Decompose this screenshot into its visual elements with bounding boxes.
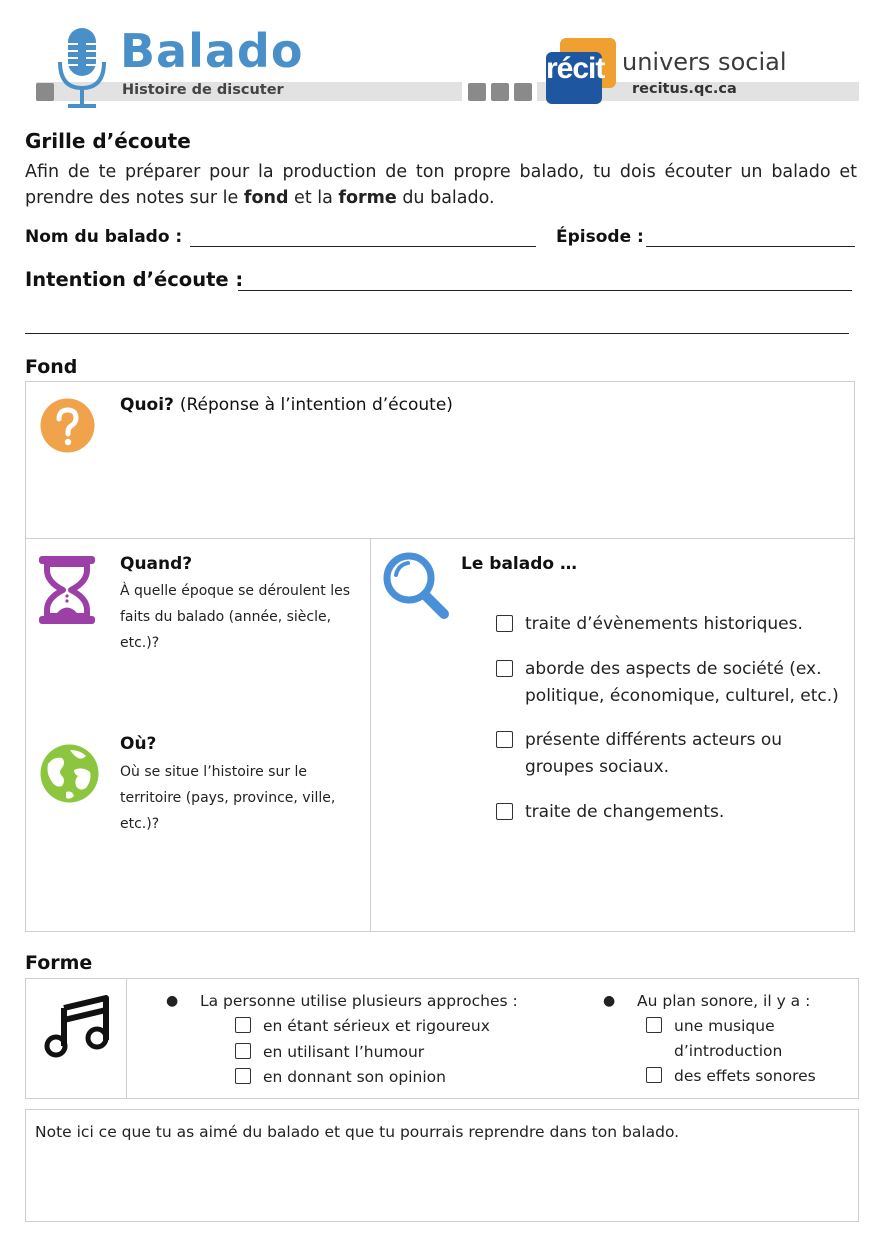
episode-label: Épisode : xyxy=(556,227,644,247)
balado-option-label: traite de changements. xyxy=(525,802,725,822)
quoi-title: Quoi? (Réponse à l’intention d’écoute) xyxy=(120,395,453,415)
header-square xyxy=(468,83,486,101)
logo-word: récit xyxy=(546,52,605,85)
balado-option[interactable] xyxy=(496,611,846,638)
checkbox[interactable] xyxy=(496,803,513,820)
balado-title: Le balado … xyxy=(461,554,577,574)
sonore-bullet xyxy=(603,989,810,1014)
fond-divider-h xyxy=(25,538,855,539)
personne-option[interactable] xyxy=(235,1065,446,1090)
nom-label: Nom du balado : xyxy=(25,227,183,247)
site-url[interactable]: recitus.qc.ca xyxy=(632,81,737,97)
checkbox[interactable] xyxy=(235,1017,251,1033)
intention-field-line-2[interactable] xyxy=(25,333,849,334)
fond-heading: Fond xyxy=(25,356,78,378)
checkbox[interactable] xyxy=(496,615,513,632)
balado-option-label: aborde des aspects de société (ex. politique, économique, culturel, etc.) xyxy=(525,659,839,706)
checkbox[interactable] xyxy=(646,1067,662,1083)
checkbox[interactable] xyxy=(235,1068,251,1084)
header-square xyxy=(514,83,532,101)
quand-title: Quand? xyxy=(120,554,193,574)
sonore-option[interactable] xyxy=(646,1014,814,1064)
org-name: univers social xyxy=(622,48,787,76)
checkbox[interactable] xyxy=(496,731,513,748)
quand-text: À quelle époque se déroulent les faits du balado (année, siècle, etc.)? xyxy=(120,583,350,651)
header-title: Balado xyxy=(120,24,304,78)
bullet-dot: ● xyxy=(603,993,616,1009)
personne-option-label: en donnant son opinion xyxy=(263,1068,446,1086)
ou-text: Où se situe l’histoire sur le territoire (pays, province, ville, etc.)? xyxy=(120,764,336,832)
sonore-label: Au plan sonore, il y a : xyxy=(637,992,811,1010)
forme-divider-v xyxy=(126,978,127,1099)
personne-bullet xyxy=(166,989,518,1014)
balado-option-label: traite d’évènements historiques. xyxy=(525,614,803,634)
magnifier-icon xyxy=(382,551,450,621)
fond-divider-v xyxy=(370,538,371,932)
music-note-icon xyxy=(44,994,110,1058)
nom-field[interactable] xyxy=(190,246,536,247)
bullet-dot: ● xyxy=(166,993,179,1009)
note-prompt: Note ici ce que tu as aimé du balado et que tu pourrais reprendre dans ton balado. xyxy=(35,1123,680,1141)
question-icon xyxy=(40,398,95,453)
globe-icon xyxy=(40,744,99,803)
personne-option[interactable] xyxy=(235,1040,424,1065)
ou-title: Où? xyxy=(120,734,157,754)
personne-option-label: en utilisant l’humour xyxy=(263,1043,425,1061)
sonore-option[interactable] xyxy=(646,1064,816,1089)
sonore-option-label: une musique d’introduction xyxy=(674,1017,783,1060)
balado-option[interactable] xyxy=(496,799,846,826)
header-subtitle: Histoire de discuter xyxy=(122,82,284,98)
quoi-note: (Réponse à l’intention d’écoute) xyxy=(179,395,453,415)
personne-option-label: en étant sérieux et rigoureux xyxy=(263,1017,490,1035)
balado-option[interactable] xyxy=(496,656,848,710)
header-square xyxy=(491,83,509,101)
microphone-icon xyxy=(54,26,110,110)
personne-label: La personne utilise plusieurs approches : xyxy=(200,992,518,1010)
balado-option-label: présente différents acteurs ou groupes sociaux. xyxy=(525,730,783,777)
checkbox[interactable] xyxy=(496,660,513,677)
personne-option[interactable] xyxy=(235,1014,490,1039)
sonore-option-label: des effets sonores xyxy=(674,1067,816,1085)
intention-label: Intention d’écoute : xyxy=(25,268,244,291)
intention-field[interactable] xyxy=(238,290,852,291)
balado-option[interactable] xyxy=(496,727,816,781)
header-square xyxy=(36,83,54,101)
recit-logo xyxy=(546,38,616,104)
checkbox[interactable] xyxy=(646,1017,662,1033)
checkbox[interactable] xyxy=(235,1043,251,1059)
hourglass-icon xyxy=(37,556,97,624)
page-title: Grille d’écoute xyxy=(25,129,191,153)
forme-heading: Forme xyxy=(25,952,93,974)
episode-field[interactable] xyxy=(646,246,855,247)
intro-paragraph: Afin de te préparer pour la production de ton propre balado, tu dois écouter un balado et prendre des notes sur le fond et la forme du balado. xyxy=(25,162,857,208)
